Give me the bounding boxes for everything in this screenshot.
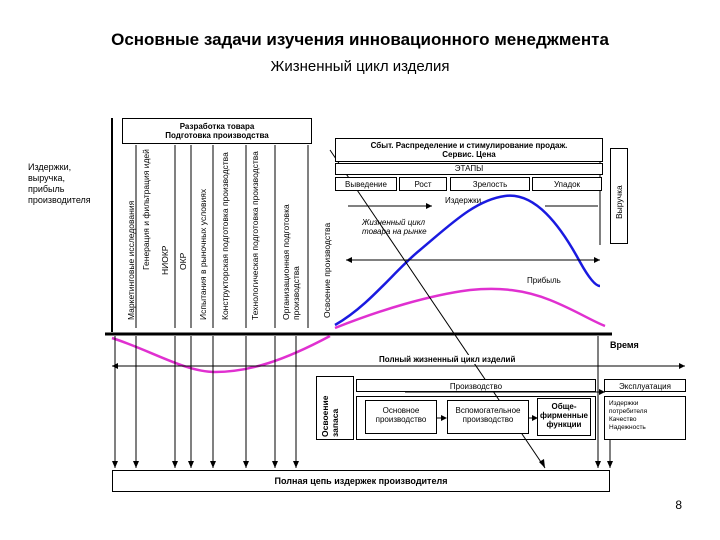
market-header-line2: Сервис. Цена (442, 150, 496, 159)
dev-col-okr: ОКР (178, 252, 188, 270)
exploitation-note-1: Издержки (609, 400, 639, 407)
mastering-label: Освоение запаса (320, 395, 340, 437)
time-label: Время (610, 340, 639, 350)
development-header-line2: Подготовка производства (165, 131, 269, 140)
aux-production: Вспомогательное производство (447, 400, 529, 434)
production-outer (356, 396, 596, 440)
page-number: 8 (675, 498, 682, 512)
main-production: Основное производство (365, 400, 437, 434)
dev-col-ideas: Генерация и фильтрация идей (141, 149, 151, 270)
development-header (122, 118, 312, 144)
market-header (335, 138, 603, 162)
exploitation-notes (604, 396, 686, 440)
full-cycle-label: Полный жизненный цикл изделий (376, 355, 518, 364)
production-label: Производство (356, 379, 596, 392)
dev-col-mastering: Освоение производства (322, 222, 332, 318)
exploitation-note-4: Надежность (609, 424, 646, 431)
costs-label: Издержки (445, 196, 482, 205)
cost-chain-box: Полная цепь издержек производителя (112, 470, 610, 492)
dev-col-design-prep: Конструкторская подготовка производства (220, 152, 230, 320)
general-functions: Обще-фирменные функции (537, 398, 591, 436)
exploitation-label: Эксплуатация (604, 379, 686, 392)
stage-growth: Рост (399, 177, 447, 191)
stage-launch: Выведение (335, 177, 397, 191)
page-subtitle: Жизненный цикл изделия (270, 58, 450, 75)
dev-col-marketing: Маркетинговые исследования (126, 200, 136, 320)
stage-maturity: Зрелость (450, 177, 530, 191)
life-cycle-label: Жизненный цикл товара на рынке (362, 218, 427, 236)
profit-label: Прибыль (527, 276, 561, 285)
market-header-line1: Сбыт. Распределение и стимулирование продаж. (370, 141, 568, 150)
revenue-box (610, 148, 628, 244)
dev-col-testing: Испытания в рыночных условиях (198, 188, 208, 320)
stage-decline: Упадок (532, 177, 602, 191)
page-title: Основные задачи изучения инновационного менеджмента (111, 30, 609, 49)
stages-label: ЭТАПЫ (335, 163, 603, 175)
development-header-line1: Разработка товара (179, 122, 255, 131)
investment-curve (112, 336, 330, 372)
dev-col-tech-prep: Технологическая подготовка производства (250, 151, 260, 320)
revenue-label: Выручка (614, 185, 624, 219)
mastering-box (316, 376, 354, 440)
dev-col-org-prep: Организационная подготовка производства (281, 204, 301, 320)
exploitation-note-2: потребителя (609, 408, 648, 415)
exploitation-note-3: Качество (609, 416, 637, 423)
dev-col-niokr: НИОКР (160, 245, 170, 275)
left-axis-label: Издержки, выручка, прибыль производителя (28, 162, 91, 205)
